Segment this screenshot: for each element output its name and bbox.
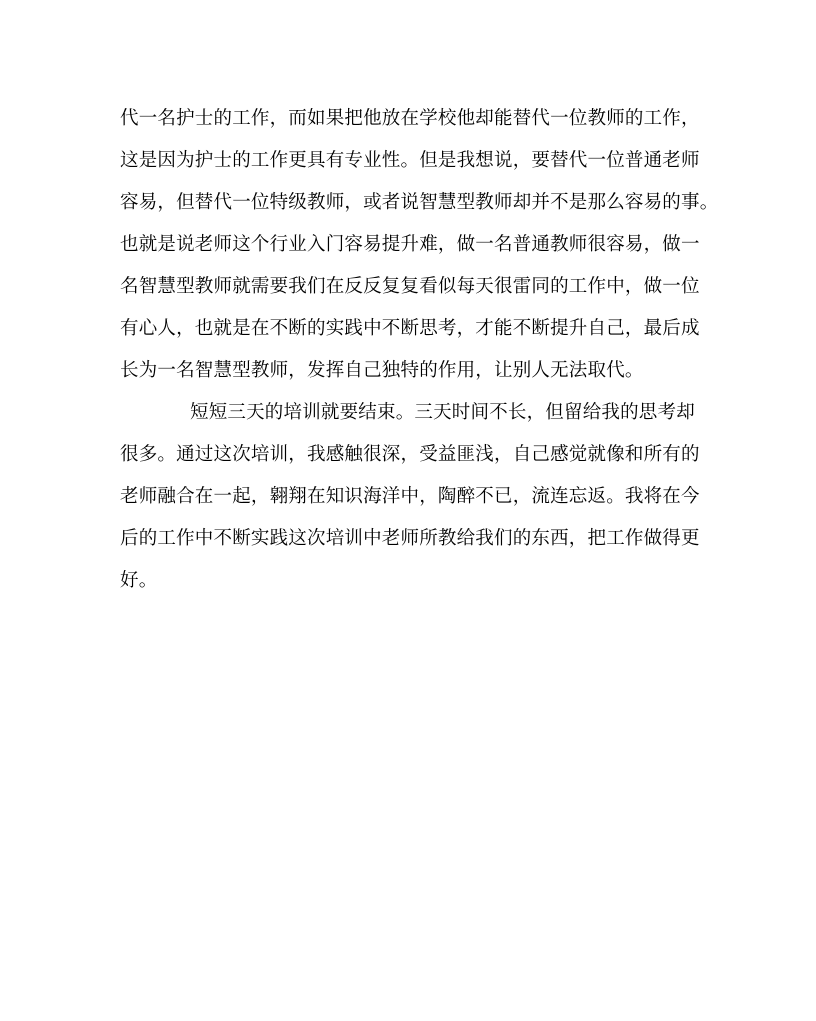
paragraph-2-line-3: 老师融合在一起，翱翔在知识海洋中，陶醉不已，流连忘返。我将在今 xyxy=(120,486,700,507)
paragraph-1-line-4: 也就是说老师这个行业入门容易提升难，做一名普通教师很容易，做一 xyxy=(120,234,700,255)
paragraph-2-line-5: 好。 xyxy=(120,570,158,591)
paragraph-2-line-1: 短短三天的培训就要结束。三天时间不长，但留给我的思考却 xyxy=(190,402,695,423)
paragraph-1-line-6: 有心人，也就是在不断的实践中不断思考，才能不断提升自己，最后成 xyxy=(120,318,700,339)
paragraph-1-line-3: 容易，但替代一位特级教师，或者说智慧型教师却并不是那么容易的事。 xyxy=(120,192,719,213)
paragraph-1-line-1: 代一名护士的工作，而如果把他放在学校他却能替代一位教师的工作， xyxy=(120,108,700,129)
paragraph-1-line-5: 名智慧型教师就需要我们在反反复复看似每天很雷同的工作中，做一位 xyxy=(120,276,700,297)
paragraph-1-line-7: 长为一名智慧型教师，发挥自己独特的作用，让别人无法取代。 xyxy=(120,360,644,381)
paragraph-2-line-2: 很多。通过这次培训，我感触很深，受益匪浅，自己感觉就像和所有的 xyxy=(120,444,700,465)
paragraph-2-line-4: 后的工作中不断实践这次培训中老师所教给我们的东西，把工作做得更 xyxy=(120,528,700,549)
paragraph-1-line-2: 这是因为护士的工作更具有专业性。但是我想说，要替代一位普通老师 xyxy=(120,150,700,171)
